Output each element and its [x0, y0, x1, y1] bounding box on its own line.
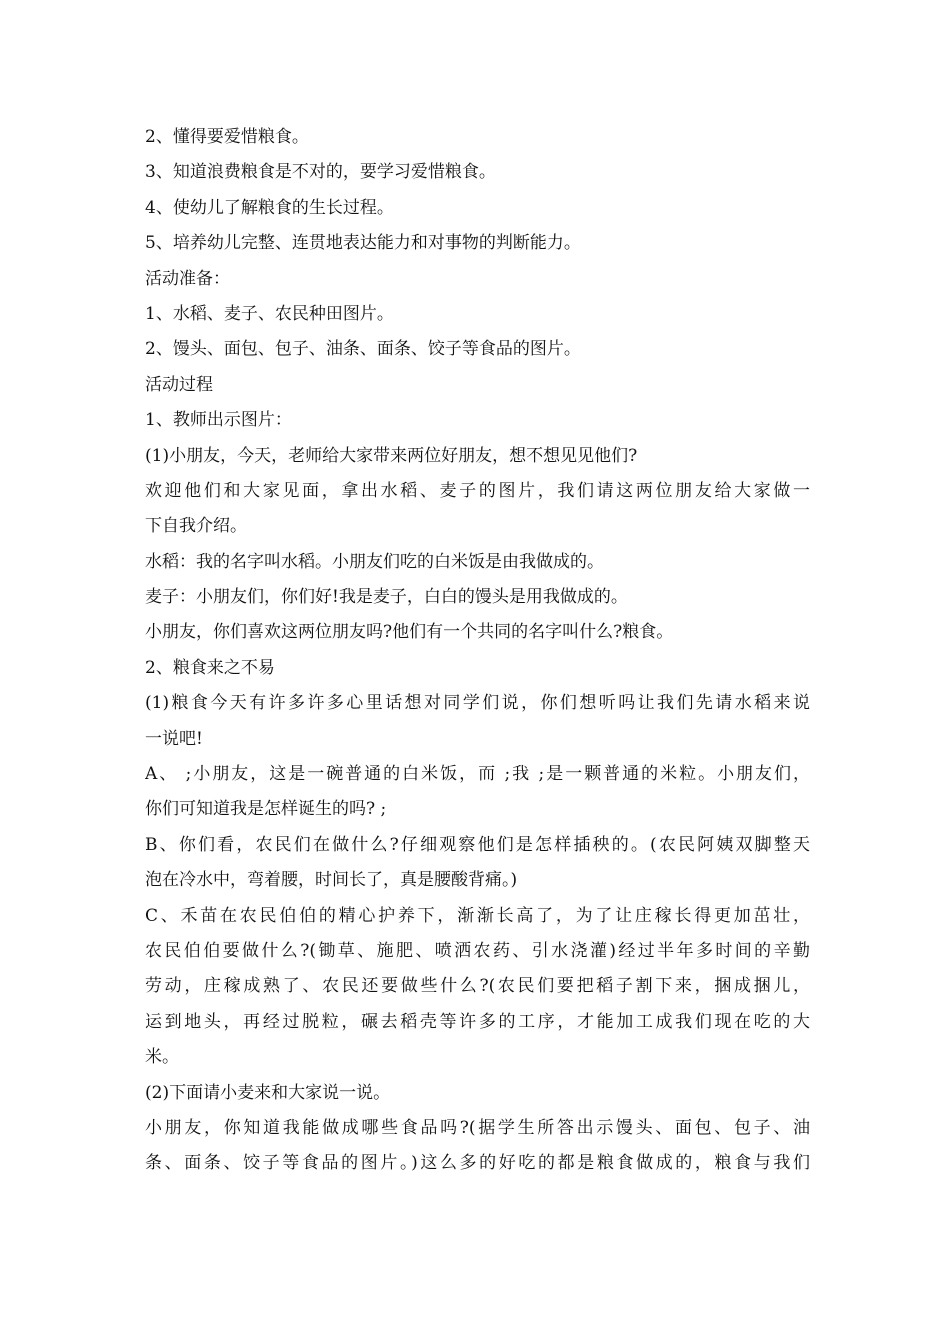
text-line: 2、粮食来之不易 [145, 657, 275, 678]
text-line: 条、面条、饺子等食品的图片。)这么多的好吃的都是粮食做成的，粮食与我们 [145, 1153, 810, 1174]
text-line: 泡在冷水中，弯着腰，时间长了，真是腰酸背痛。) [145, 870, 518, 891]
text-line: 小朋友，你们喜欢这两位朋友吗?他们有一个共同的名字叫什么?粮食。 [145, 622, 674, 643]
section-heading: 活动准备： [145, 268, 230, 289]
text-line: (1)小朋友，今天，老师给大家带来两位好朋友，想不想见见他们? [145, 445, 638, 466]
text-line: 下自我介绍。 [145, 516, 247, 537]
document-body [145, 120, 810, 1182]
section-heading: 活动过程 [145, 374, 213, 395]
text-line: 小朋友，你知道我能做成哪些食品吗?(据学生所答出示馒头、面包、包子、油 [145, 1117, 810, 1138]
text-line: 农民伯伯要做什么?(锄草、施肥、喷洒农药、引水浇灌)经过半年多时间的辛勤 [145, 940, 810, 961]
text-line: 一说吧! [145, 728, 203, 749]
text-line: 欢迎他们和大家见面，拿出水稻、麦子的图片，我们请这两位朋友给大家做一 [145, 480, 810, 501]
text-line: 运到地头，再经过脱粒，碾去稻壳等许多的工序，才能加工成我们现在吃的大 [145, 1011, 810, 1032]
text-line: 5、培养幼儿完整、连贯地表达能力和对事物的判断能力。 [145, 233, 581, 254]
text-line: (1)粮食今天有许多许多心里话想对同学们说，你们想听吗让我们先请水稻来说 [145, 693, 810, 714]
text-line: 米。 [145, 1047, 179, 1068]
text-line: 2、馒头、面包、包子、油条、面条、饺子等食品的图片。 [145, 339, 581, 360]
text-line: A、 ;小朋友，这是一碗普通的白米饭，而 ;我 ;是一颗普通的米粒。小朋友们， [145, 764, 810, 785]
text-line: 4、使幼儿了解粮食的生长过程。 [145, 197, 394, 218]
text-line: 劳动，庄稼成熟了、农民还要做些什么?(农民们要把稻子割下来，捆成捆儿， [145, 976, 810, 997]
text-line: 1、水稻、麦子、农民种田图片。 [145, 303, 394, 324]
text-line: 1、教师出示图片： [145, 410, 292, 431]
text-line: C、禾苗在农民伯伯的精心护养下，渐渐长高了，为了让庄稼长得更加茁壮， [145, 905, 810, 926]
text-line: 3、知道浪费粮食是不对的，要学习爱惜粮食。 [145, 162, 496, 183]
text-line: 麦子：小朋友们，你们好!我是麦子，白白的馒头是用我做成的。 [145, 587, 628, 608]
text-line: (2)下面请小麦来和大家说一说。 [145, 1082, 391, 1103]
text-line: 2、懂得要爱惜粮食。 [145, 127, 309, 147]
text-line: 你们可知道我是怎样诞生的吗? ; [145, 799, 387, 820]
text-line: 水稻：我的名字叫水稻。小朋友们吃的白米饭是由我做成的。 [145, 551, 604, 572]
text-line: B、你们看，农民们在做什么?仔细观察他们是怎样插秧的。(农民阿姨双脚整天 [145, 834, 810, 855]
